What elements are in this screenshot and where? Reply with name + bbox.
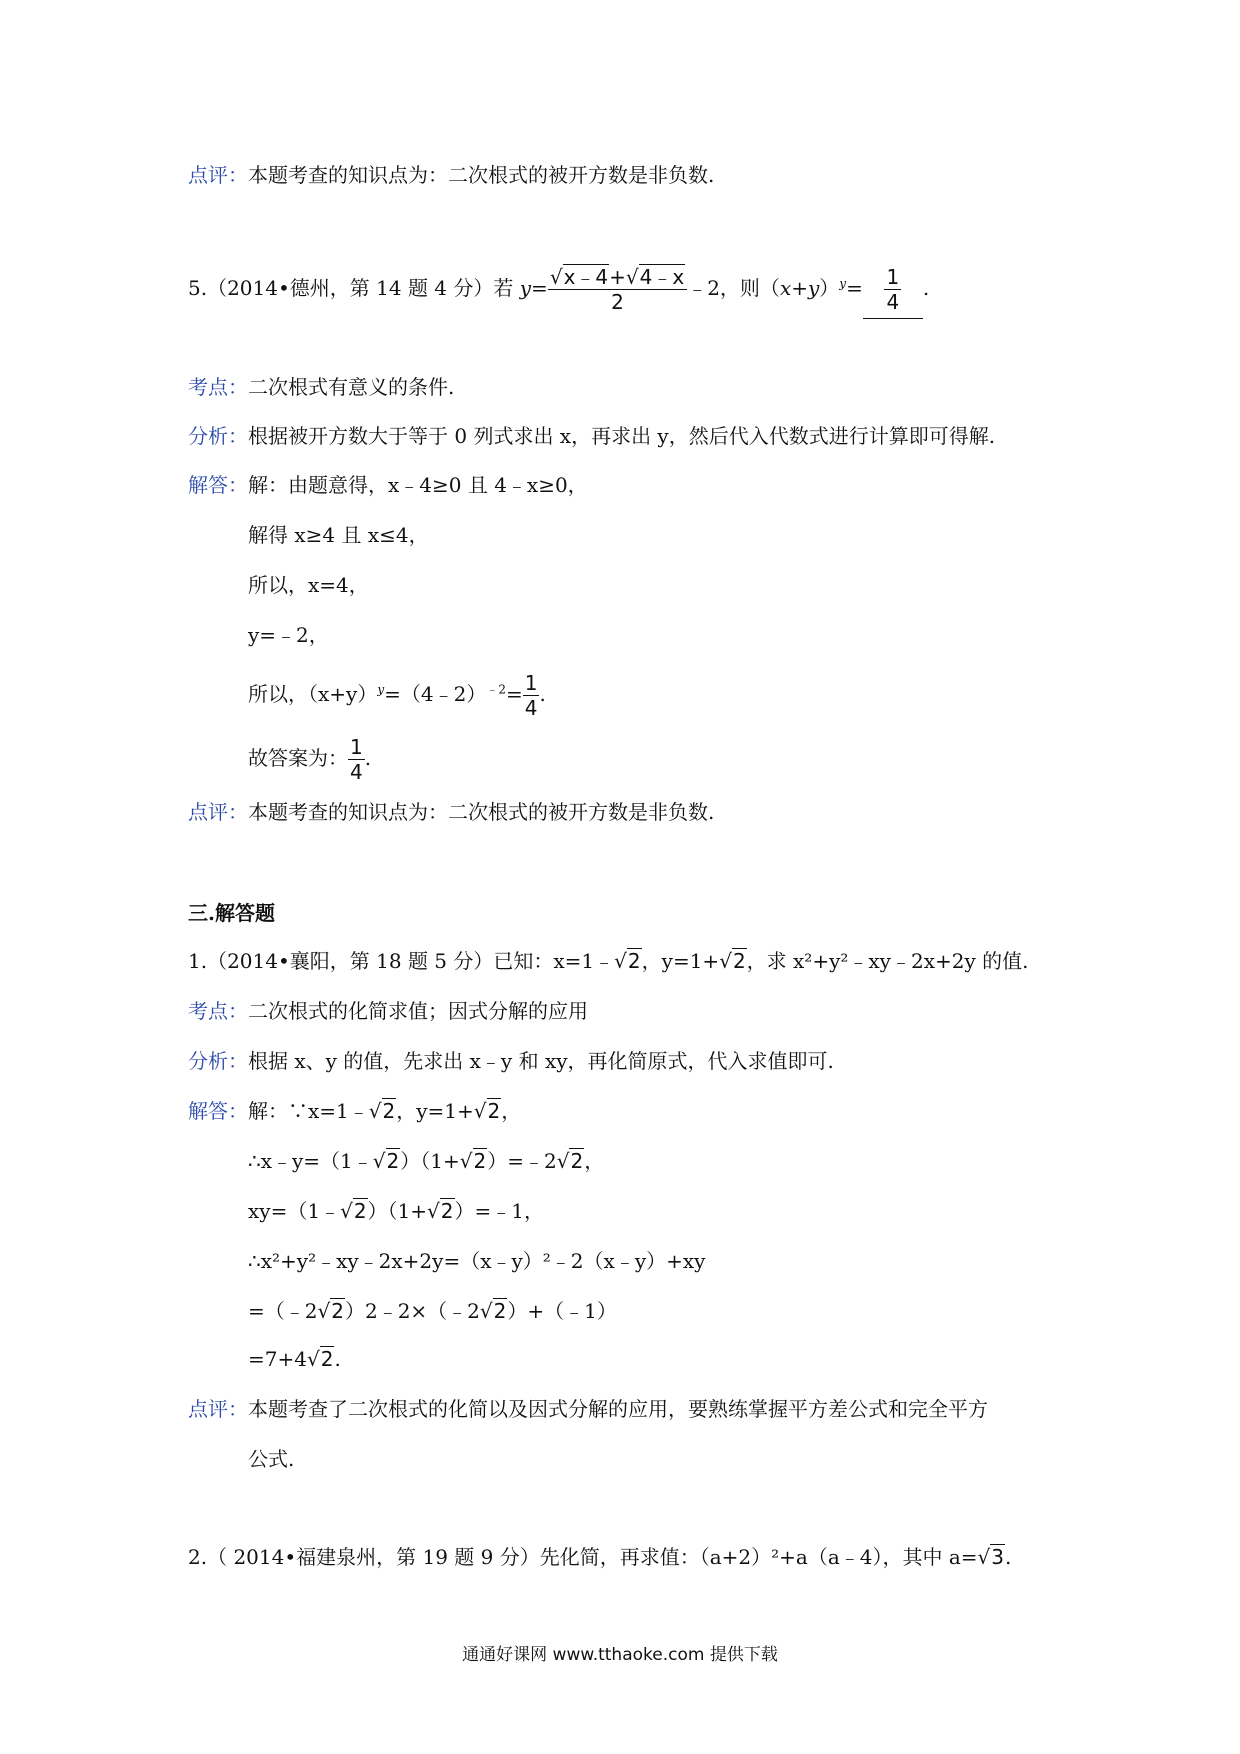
q5-xy: x+y — [779, 276, 820, 300]
q5-answer-4: y=﹣2， — [248, 623, 329, 647]
q1-answer-5: =（﹣2√2）2﹣2×（﹣2√2）+（﹣1） — [248, 1299, 617, 1323]
point-label: 考点： — [188, 375, 248, 399]
q1-answer-3: xy=（1﹣√2）（1+√2）=﹣1， — [248, 1199, 544, 1223]
answer-label: 解答： — [188, 473, 248, 497]
point-text: 二次根式有意义的条件. — [248, 375, 455, 399]
comment-text: 本题考查的知识点为：二次根式的被开方数是非负数. — [248, 163, 715, 187]
top-comment — [188, 160, 714, 190]
q1-answer-1: 解答：解：∵x=1﹣√2，y=1+√2， — [188, 1099, 522, 1123]
q1-analysis: 分析：根据 x、y 的值，先求出 x﹣y 和 xy，再化简原式，代入求值即可. — [188, 1049, 834, 1073]
q5-minus: ﹣2，则（ — [687, 276, 780, 300]
q5-radical-2: √4﹣x — [625, 265, 685, 289]
q5-answer-1 — [188, 470, 588, 500]
q5-answer-5: 所以，$(x+y)^y=(4﹣2)^{﹣2}=$ $\frac{1}{4}$ . — [248, 671, 546, 720]
q1-comment-1: 点评：本题考查了二次根式的化简以及因式分解的应用，要熟练掌握平方差公式和完全平方 — [188, 1397, 988, 1421]
q1-answer-2: ∴x﹣y=（1﹣√2）（1+√2）=﹣2√2， — [248, 1149, 605, 1173]
q5-analysis — [188, 421, 995, 451]
q5-radical-1: √x﹣4 — [549, 265, 609, 289]
q5-answer-2: 解得 x≥4 且 x≤4， — [248, 523, 429, 547]
comment-label: 点评： — [188, 163, 248, 187]
sol-line: 解：由题意得，x﹣4≥0 且 4﹣x≥0， — [248, 473, 588, 497]
q5-prefix: 5.（2014•德州，第 14 题 4 分）若 — [188, 276, 520, 300]
q5-answer-3: 所以，x=4， — [248, 573, 369, 597]
q5-point — [188, 372, 454, 402]
q1-answer-4: ∴x²+y²﹣xy﹣2x+2y=（x﹣y）²﹣2（x﹣y）+xy — [248, 1249, 706, 1273]
q5-answer-6: 故答案为： $\frac{1}{4}$ . — [248, 735, 372, 784]
q5-y-eq: y= — [519, 276, 548, 300]
q5-answer-blank: $\frac{1}{4}$ — [863, 258, 923, 319]
analysis-label: 分析： — [188, 424, 248, 448]
q1-comment-2: 公式. — [248, 1447, 295, 1471]
question-2: 2.（ 2014•福建泉州，第 19 题 9 分）先化简，再求值：（a+2）²+a（a﹣4），其中 a=√3. — [188, 1545, 1012, 1569]
q5-fraction: $\frac{√x﹣4+√4﹣x}{2}$ — [548, 265, 687, 314]
q1-answer-6: =7+4√2. — [248, 1347, 341, 1371]
q5-comment: 点评：本题考查的知识点为：二次根式的被开方数是非负数. — [188, 800, 715, 824]
question-1: 1.（2014•襄阳，第 18 题 5 分）已知：x=1﹣√2，y=1+√2，求 x²+y²﹣xy﹣2x+2y 的值. — [188, 949, 1029, 973]
q1-point: 考点：二次根式的化简求值；因式分解的应用 — [188, 999, 588, 1023]
analysis-text: 根据被开方数大于等于 0 列式求出 x，再求出 y，然后代入代数式进行计算即可得解. — [248, 424, 996, 448]
section-heading: 三.解答题 — [188, 901, 275, 925]
question-5: 5.（2014•德州，第 14 题 4 分）若 y= $\frac{√x﹣4+√4﹣x}{2}$ ﹣2，则$(x+y)^y=$ $\frac{1}{4}$ . — [188, 258, 929, 319]
footer: 通通好课网 www.tthaoke.com 提供下载 — [462, 1645, 778, 1665]
